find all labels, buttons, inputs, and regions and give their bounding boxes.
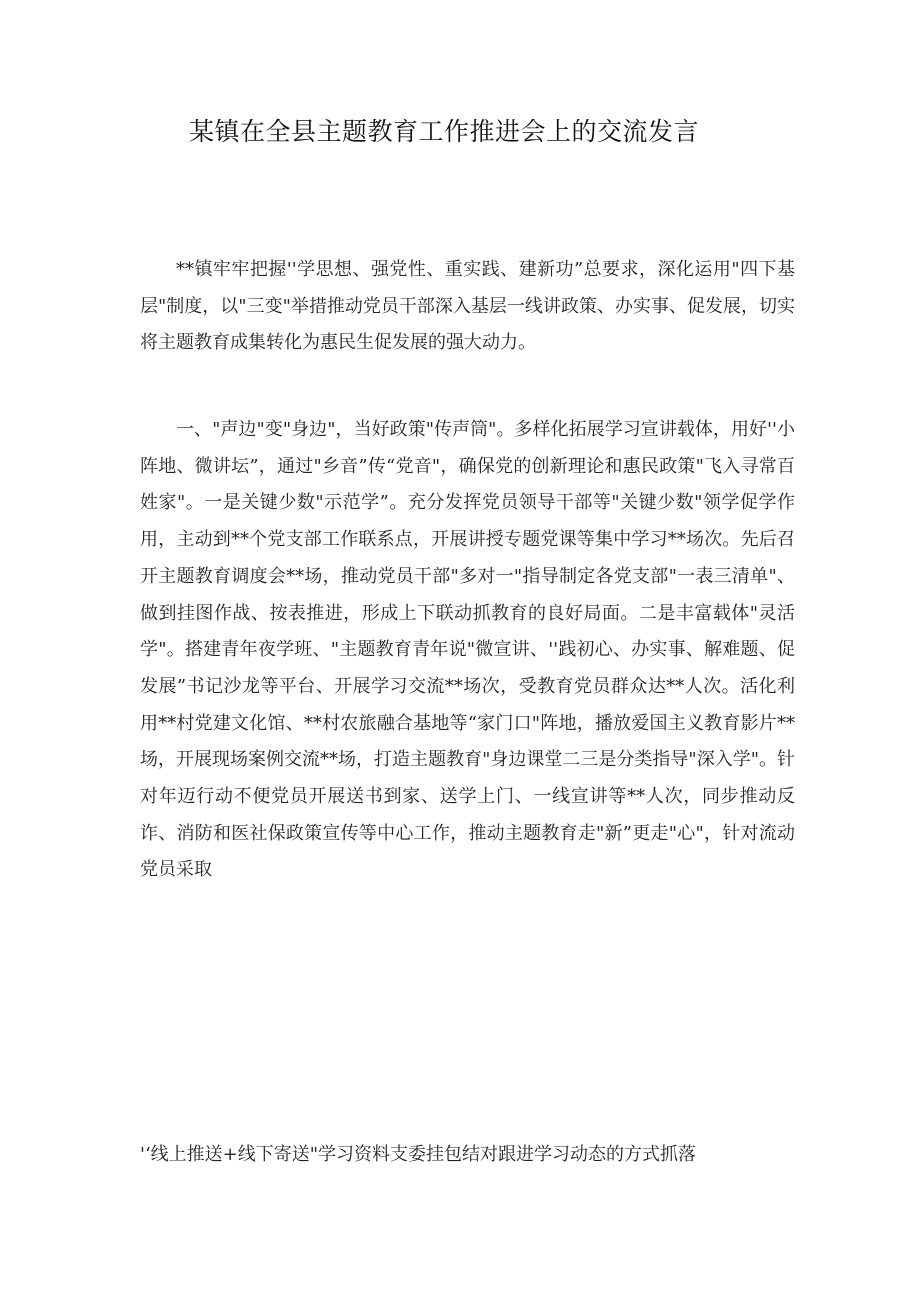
paragraph-continuation: '‘线上推送+线下寄送"学习资料支委挂包结对跟进学习动态的方式抓落 xyxy=(140,1144,697,1165)
document-title: 某镇在全县主题教育工作推进会上的交流发言 xyxy=(188,117,699,146)
paragraph-intro: **镇牢牢把握''学思想、强党性、重实践、建新功”总要求，深化运用"四下基层"制度，以"三变"举措推动党员干部深入基层一线讲政策、办实事、促发展，切实将主题教育成集转化为惠民生促发展的强大动力。 xyxy=(140,259,795,354)
paragraph-section-one: 一、"声边"变"身边"，当好政策"传声筒"。多样化拓展学习宣讲载体，用好''小阵地、微讲坛”，通过"乡音”传“党音"，确保党的创新理论和惠民政策"飞入寻常百姓家"。一是关键少数"示范学”。充分发挥党员领导干部等"关键少数"领学促学作用，主动到**个党支部工作联系点，开展讲授专题党课等集中学习**场次。先后召开主题教育调度会**场，推动党员干部"多对一"指导制定各党支部"一表三清单"、做到挂图作战、按表推进，形成上下联动抓教育的良好局面。二是丰富载体"灵活学"。搭建青年夜学班、"主题教育青年说"微宣讲、''践初心、办实事、解难题、促发展”书记沙龙等平台、开展学习交流**场次，受教育党员群众达**人次。活化利用**村党建文化馆、**村农旅融合基地等“家门口"阵地，播放爱国主义教育影片**场，开展现场案例交流**场，打造主题教育"身边课堂二三是分类指导"深入学"。针对年迈行动不便党员开展送书到家、送学上门、一线宣讲等**人次，同步推动反诈、消防和医社保政策宣传等中心工作，推动主题教育走"新”更走"心"，针对流动党员采取 xyxy=(140,419,795,881)
